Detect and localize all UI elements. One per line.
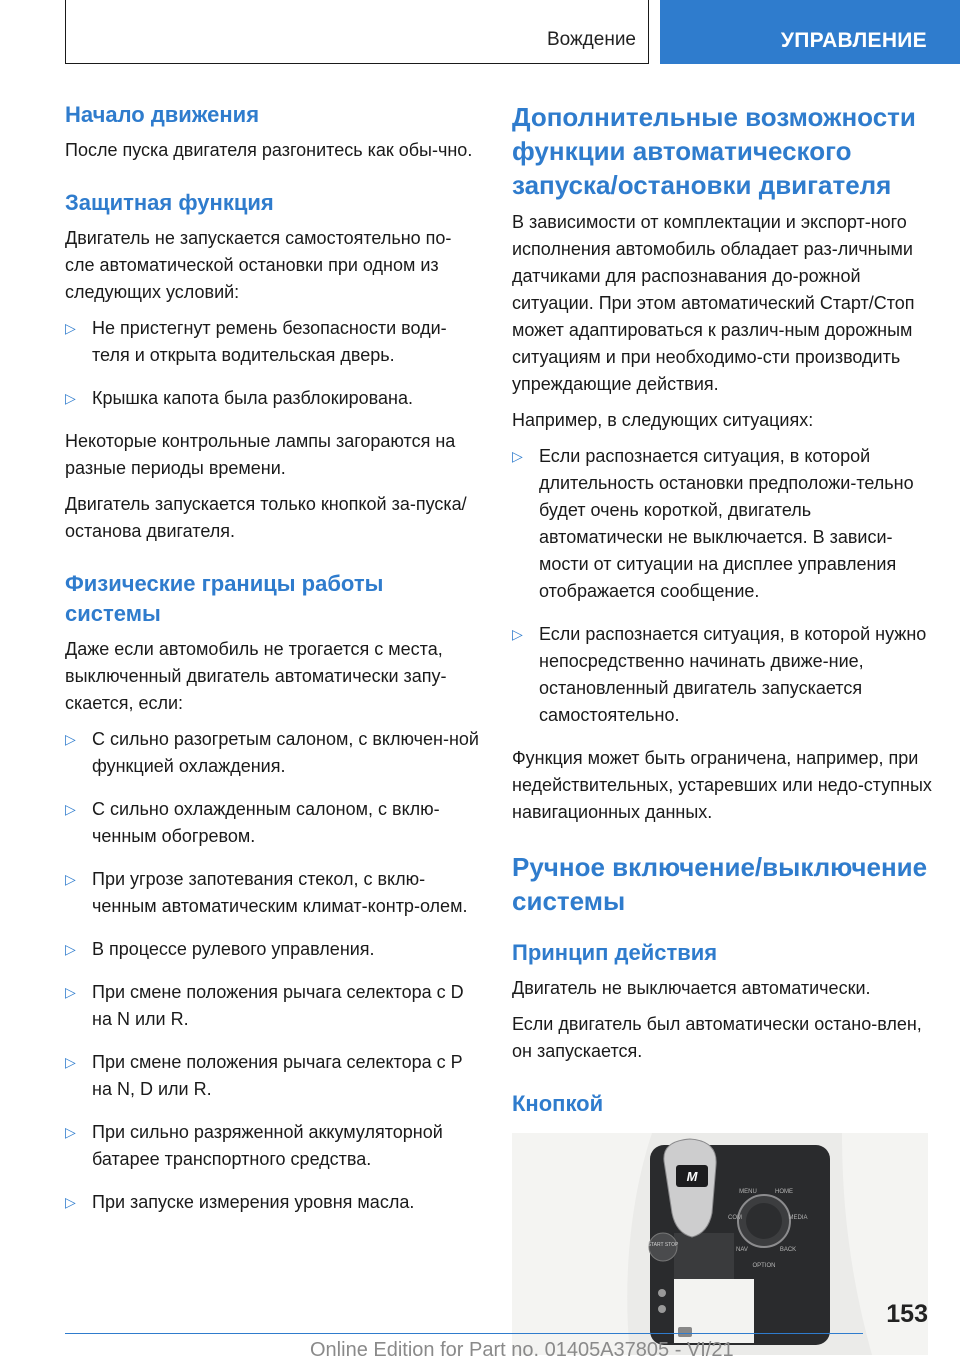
bullet-triangle-icon: ▷ bbox=[65, 390, 76, 406]
bullet-triangle-icon: ▷ bbox=[65, 871, 76, 887]
paragraph: Двигатель не запускается самостоятельно по-сле автоматической остановки при одном из следующих условий: bbox=[65, 228, 452, 302]
heading-manual: Ручное включение/выключение системы bbox=[512, 852, 928, 916]
label-home: HOME bbox=[775, 1189, 793, 1195]
section-protection bbox=[65, 188, 480, 545]
m-logo: M bbox=[686, 1169, 698, 1184]
list-item: ▷ Если распознается ситуация, в которой нужно непосредственно начинать движе-ние, остановленный двигатель запускается самостоятельно. bbox=[512, 621, 932, 729]
list-item: ▷ С сильно охлажденным салоном, с вклю-ченным обогревом. bbox=[65, 796, 480, 850]
bullet-triangle-icon: ▷ bbox=[65, 1054, 76, 1070]
bullet-triangle-icon: ▷ bbox=[512, 448, 523, 464]
paragraph: В зависимости от комплектации и экспорт-ного исполнения автомобиль обладает раз-личными датчиками для распознавания до-рожной ситуации. При этом автоматический Старт/Стоп может адаптироваться к различ-ным дорожным ситуациям и при необходимо-сти производить упреждающие действия. bbox=[512, 212, 915, 394]
paragraph: Функция может быть ограничена, например, при недействительных, устаревших или недо-ступных навигационных данных. bbox=[512, 748, 932, 822]
heading-limits: Физические границы работы системы bbox=[65, 571, 384, 626]
right-column bbox=[512, 100, 932, 1355]
paragraph: Некоторые контрольные лампы загораются на разные периоды времени. bbox=[65, 431, 456, 478]
list-item: ▷ Не пристегнут ремень безопасности води-теля и открыта водительская дверь. bbox=[65, 315, 480, 369]
heading-principle: Принцип действия bbox=[512, 940, 718, 965]
paragraph: Даже если автомобиль не трогается с места, выключенный двигатель автоматически запу-скается, если: bbox=[65, 639, 447, 713]
console-small-button bbox=[658, 1289, 666, 1297]
bullet-triangle-icon: ▷ bbox=[512, 626, 523, 642]
bullet-triangle-icon: ▷ bbox=[65, 801, 76, 817]
list-item: ▷ При угрозе запотевания стекол, с вклю-ченным автоматическим климат-контр-олем. bbox=[65, 866, 480, 920]
list-item: ▷ При смене положения рычага селектора с D на N или R. bbox=[65, 979, 480, 1033]
bullet-triangle-icon: ▷ bbox=[65, 1124, 76, 1140]
list-item: ▷ При запуске измерения уровня масла. bbox=[65, 1189, 480, 1216]
list-item: ▷ Если распознается ситуация, в которой длительность остановки предположи-тельно будет очень короткой, двигатель автоматически не выключается. В зависи-мости от ситуации на дисплее управления отображается сообщение. bbox=[512, 443, 932, 605]
list-item: ▷ В процессе рулевого управления. bbox=[65, 936, 480, 963]
list-item: ▷ При сильно разряженной аккумуляторной батарее транспортного средства. bbox=[65, 1119, 480, 1173]
list-item: ▷ С сильно разогретым салоном, с включен-ной функцией охлаждения. bbox=[65, 726, 480, 780]
bullet-triangle-icon: ▷ bbox=[65, 320, 76, 336]
parking-brake-switch bbox=[678, 1327, 692, 1337]
label-media: MEDIA bbox=[788, 1215, 808, 1221]
label-nav: NAV bbox=[736, 1247, 748, 1253]
bullet-triangle-icon: ▷ bbox=[65, 941, 76, 957]
left-column bbox=[65, 100, 480, 1240]
heading-protection: Защитная функция bbox=[65, 190, 274, 215]
header-chapter-title: УПРАВЛЕНИЕ bbox=[780, 29, 927, 52]
center-console-photo bbox=[512, 1133, 928, 1355]
bullet-triangle-icon: ▷ bbox=[65, 984, 76, 1000]
start-stop-label: START STOP bbox=[647, 1242, 679, 1248]
label-com: COM bbox=[728, 1215, 742, 1221]
bullet-list bbox=[65, 315, 480, 412]
list-item: ▷ Крышка капота была разблокирована. bbox=[65, 385, 480, 412]
paragraph: Если двигатель был автоматически остано-влен, он запускается. bbox=[512, 1014, 922, 1061]
footer-edition: Online Edition for Part no. 01405A37805 - VI/21 bbox=[310, 1339, 734, 1361]
label-menu: MENU bbox=[739, 1189, 757, 1195]
console-illustration bbox=[512, 1133, 928, 1355]
label-back: BACK bbox=[779, 1247, 797, 1253]
page-number: 153 bbox=[886, 1300, 928, 1328]
paragraph: Двигатель запускается только кнопкой за-пуска/останова двигателя. bbox=[65, 494, 467, 541]
section-extra bbox=[512, 100, 932, 826]
header-section-box bbox=[65, 0, 649, 64]
bullet-list bbox=[512, 443, 932, 729]
idrive-controller-top bbox=[746, 1203, 782, 1239]
console-small-button bbox=[658, 1305, 666, 1313]
heading-button: Кнопкой bbox=[512, 1091, 604, 1116]
bullet-list bbox=[65, 726, 480, 1216]
heading-extra: Дополнительные возможности функции автоматического запуска/остановки двигателя bbox=[512, 102, 916, 200]
paragraph: Например, в следующих ситуациях: bbox=[512, 410, 814, 430]
label-option: OPTION bbox=[752, 1263, 776, 1269]
heading-start: Начало движения bbox=[65, 102, 260, 127]
section-limits bbox=[65, 569, 480, 1216]
paragraph: Двигатель не выключается автоматически. bbox=[512, 978, 871, 998]
paragraph: После пуска двигателя разгонитесь как обы-чно. bbox=[65, 140, 473, 160]
bullet-triangle-icon: ▷ bbox=[65, 1194, 76, 1210]
bullet-triangle-icon: ▷ bbox=[65, 731, 76, 747]
section-start bbox=[65, 100, 480, 164]
section-manual bbox=[512, 850, 932, 1355]
header-chapter-tab bbox=[660, 0, 960, 64]
list-item: ▷ При смене положения рычага селектора с P на N, D или R. bbox=[65, 1049, 480, 1103]
footer-divider bbox=[65, 1333, 863, 1334]
header-section-title: Вождение bbox=[546, 29, 636, 50]
